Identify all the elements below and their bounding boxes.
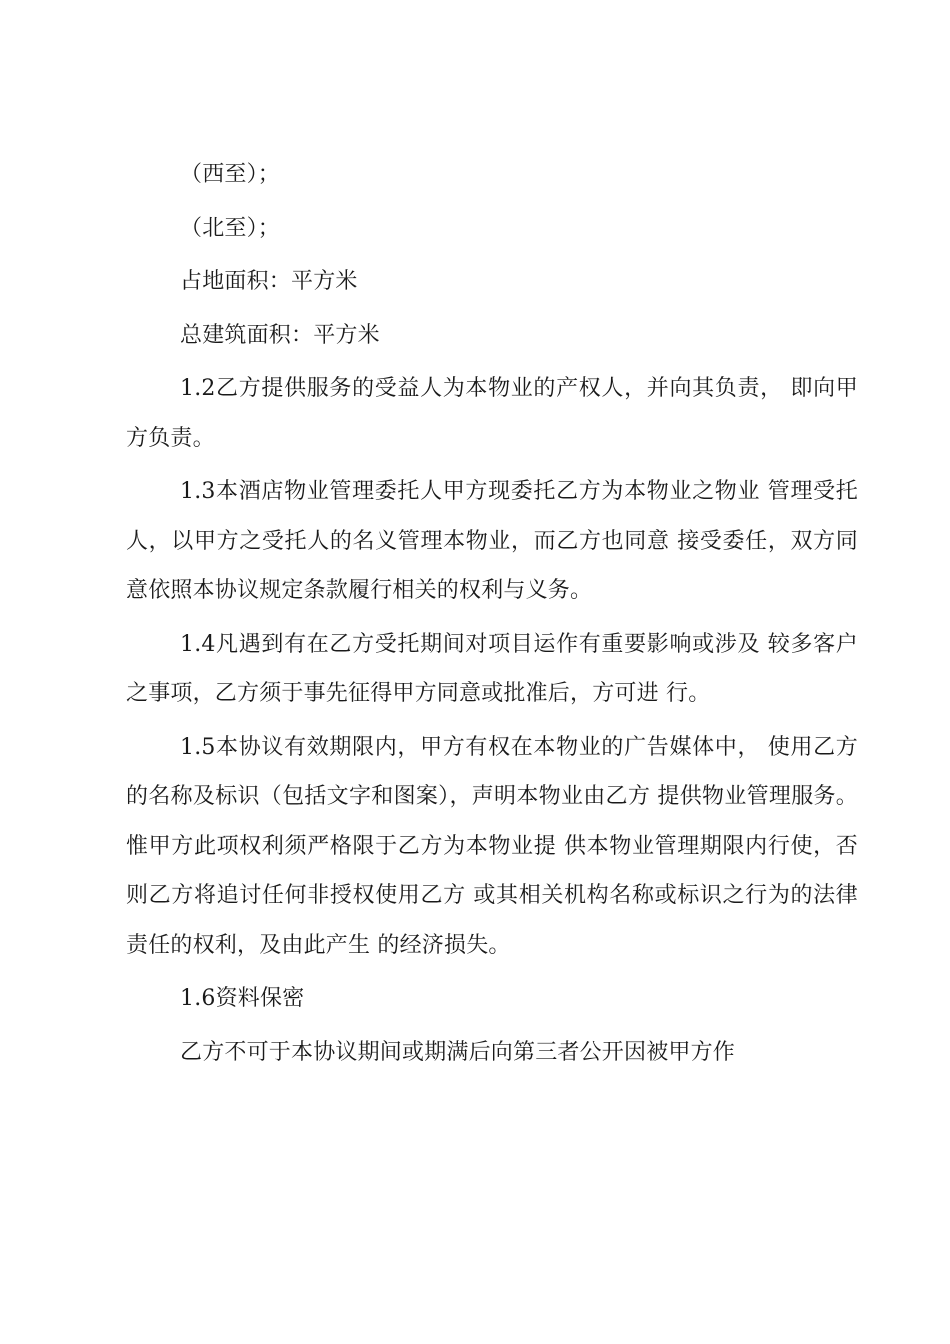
paragraph-north-boundary: （北至）；	[180, 215, 281, 241]
paragraph-confidentiality: 乙方不可于本协议期间或期满后向第三者公开因被甲方作	[180, 1039, 736, 1065]
paragraph-west-boundary: （西至）；	[180, 162, 281, 187]
paragraph-clause-1-6-heading: 1.6资料保密	[180, 986, 305, 1011]
paragraph-floor-area: 总建筑面积：平方米	[180, 322, 380, 348]
paragraph-clause-1-2: 1.2乙方提供服务的受益人为本物业的产权人，并向其负责， 即向甲方负责。	[126, 376, 858, 451]
paragraph-land-area: 占地面积：平方米	[180, 269, 358, 294]
document-body	[126, 150, 858, 1081]
paragraph-clause-1-5: 1.5本协议有效期限内，甲方有权在本物业的广告媒体中， 使用乙方的名称及标识（包括文字和图案），声明本物业由乙方 提供物业管理服务。惟甲方此项权利须严格限于乙方为本物业提 供本物业管理期限内行使，否则乙方将追讨任何非授权使用乙方 或其相关机构名称或标识之行为的法律责任的权利，及由此产生 的经济损失。	[126, 734, 858, 958]
paragraph-clause-1-4: 1.4凡遇到有在乙方受托期间对项目运作有重要影响或涉及 较多客户之事项，乙方须于事先征得甲方同意或批准后，方可进 行。	[126, 631, 858, 706]
paragraph-clause-1-3: 1.3本酒店物业管理委托人甲方现委托乙方为本物业之物业 管理受托人，以甲方之受托人的名义管理本物业，而乙方也同意 接受委任，双方同意依照本协议规定条款履行相关的权利与义务。	[126, 479, 858, 603]
